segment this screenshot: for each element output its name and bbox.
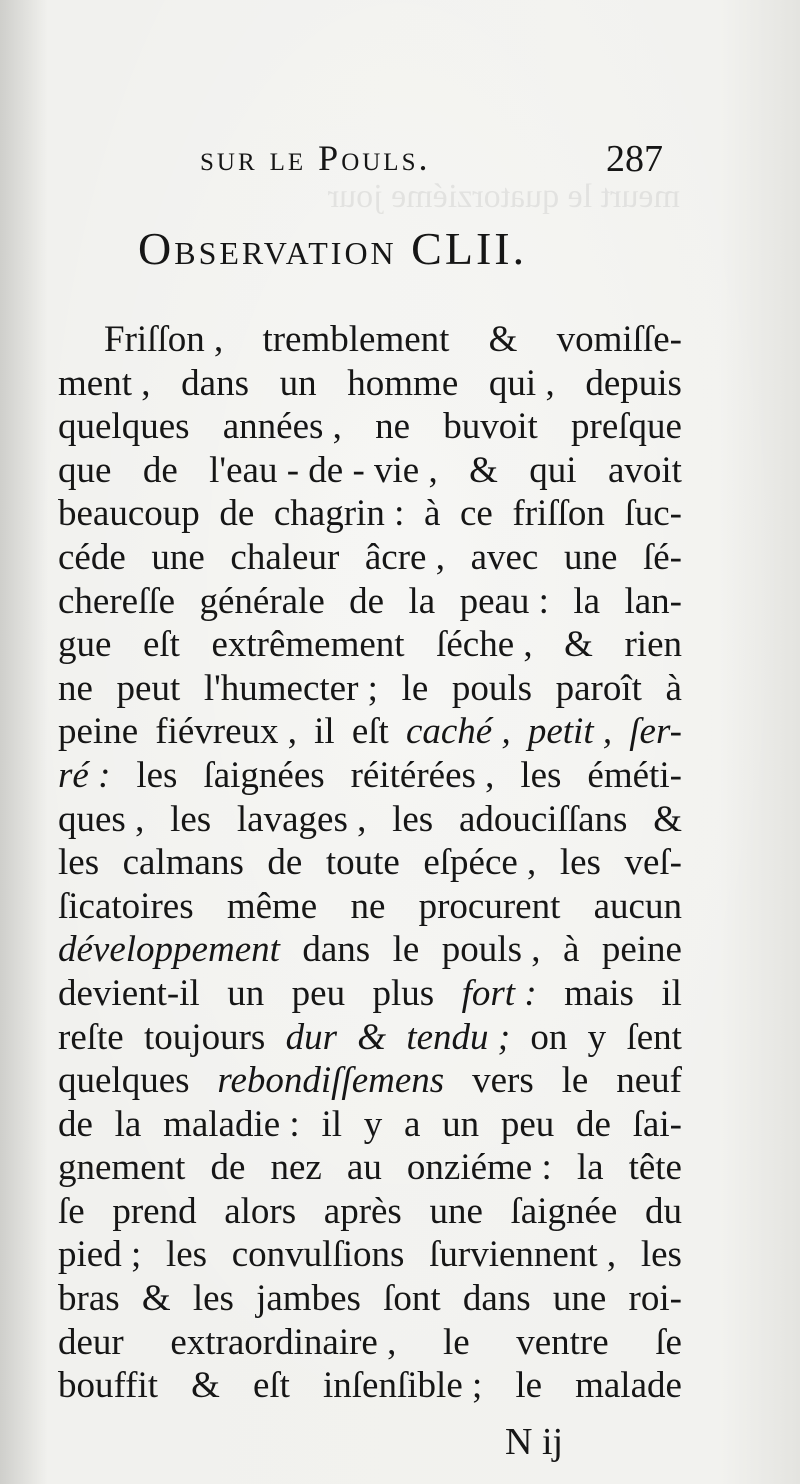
word: homme — [347, 362, 459, 404]
text-line — [58, 1190, 682, 1234]
italic-word: développement — [58, 929, 280, 971]
italic-word: ſer- — [629, 711, 682, 753]
word: eſt — [351, 711, 389, 753]
word: une — [552, 1278, 607, 1320]
word: un — [227, 972, 265, 1014]
word: malade — [575, 1365, 682, 1407]
word: onziéme : — [406, 1147, 552, 1189]
word: à — [665, 667, 682, 709]
word: gue — [58, 624, 112, 666]
word: buvoit — [443, 406, 538, 448]
word: peu — [291, 972, 346, 1014]
word: peau : — [459, 580, 549, 622]
word: un — [279, 362, 317, 404]
text-line — [58, 1016, 682, 1060]
word: chagrin : — [273, 493, 405, 535]
word: ſai- — [632, 1103, 682, 1145]
word: & — [469, 449, 498, 491]
page-number: 287 — [606, 138, 663, 180]
word: le — [561, 1060, 589, 1102]
word: le — [515, 1365, 543, 1407]
word: ſurviennent , — [429, 1234, 617, 1276]
text-line — [58, 362, 682, 406]
word: lan- — [624, 580, 682, 622]
word: les — [392, 798, 434, 840]
text-line — [58, 1364, 682, 1408]
word: adouciſſans — [458, 798, 628, 840]
word: ſicatoires — [58, 885, 194, 927]
word: & — [488, 319, 518, 360]
word: fiévreux , — [155, 711, 298, 753]
word: le — [392, 929, 420, 971]
word: les — [170, 798, 212, 840]
word: vers — [472, 1060, 534, 1102]
word: les — [520, 754, 562, 796]
word: les — [192, 1278, 234, 1320]
word: toujours — [144, 1016, 266, 1058]
word: beaucoup — [58, 493, 200, 535]
word: ne — [375, 406, 411, 448]
word: bouffit — [58, 1365, 159, 1407]
word: prend — [112, 1190, 197, 1232]
word: à — [423, 493, 441, 535]
italic-word: ré : — [58, 754, 111, 796]
word: peu — [500, 1103, 555, 1145]
text-line — [58, 405, 682, 449]
word: tremblement — [262, 319, 450, 360]
word: & — [141, 1278, 171, 1320]
word: ne — [58, 667, 93, 709]
word: dans — [302, 929, 371, 971]
word: devient-il — [58, 972, 200, 1014]
word: inſenſible ; — [323, 1365, 483, 1407]
word: maladie : — [163, 1103, 300, 1145]
word: le — [442, 1321, 470, 1363]
word: ne — [350, 885, 386, 927]
word: bras — [58, 1278, 120, 1320]
word: après — [323, 1190, 402, 1232]
word: y — [363, 1103, 383, 1145]
word: l'eau - de - vie , — [209, 449, 438, 491]
word: un — [442, 1103, 480, 1145]
word: avec — [470, 536, 539, 578]
word: peut — [116, 667, 181, 709]
word: ſé- — [642, 536, 682, 578]
word: dans — [181, 362, 249, 404]
text-line — [58, 1233, 682, 1277]
word: de — [58, 1103, 93, 1145]
word: roi- — [628, 1278, 682, 1320]
text-line — [58, 536, 682, 580]
word: ſent — [626, 1016, 682, 1058]
word: âcre , — [364, 536, 445, 578]
running-head-title: sur le Pouls. — [200, 138, 431, 178]
word: pouls , — [441, 929, 541, 971]
word: la — [114, 1103, 142, 1145]
word: depuis — [585, 362, 682, 404]
word: les — [165, 1234, 208, 1276]
word: vomiſſe- — [556, 319, 682, 360]
word: l'humecter ; — [203, 667, 378, 709]
word: de — [575, 1103, 611, 1145]
word: les — [559, 842, 601, 884]
word: & — [564, 624, 593, 666]
text-line — [58, 1146, 682, 1190]
word: paroît — [555, 667, 642, 709]
word: il — [661, 972, 682, 1014]
word: il — [314, 711, 335, 753]
word: deur — [58, 1321, 124, 1363]
word: aucun — [593, 885, 682, 927]
word: nez — [270, 1147, 322, 1189]
observation-body — [58, 318, 682, 1408]
text-line — [58, 580, 682, 624]
word: eſt — [142, 624, 180, 666]
word: une — [151, 536, 205, 578]
word: mais — [564, 972, 634, 1014]
text-line — [58, 1103, 682, 1147]
word: rien — [624, 624, 682, 666]
word: peine — [58, 711, 139, 753]
word: & — [191, 1365, 220, 1407]
word: calmans — [122, 842, 244, 884]
word: friſſon — [512, 493, 605, 535]
word: céde — [58, 536, 126, 578]
word: chereſſe — [58, 580, 176, 622]
word: une — [563, 536, 618, 578]
word: eſpéce , — [423, 842, 537, 884]
word: les — [640, 1234, 682, 1276]
word: la — [573, 580, 601, 622]
italic-word: rebondiſſemens — [217, 1060, 445, 1102]
word: de — [267, 842, 303, 884]
text-line — [58, 798, 682, 842]
show-through-text: meurt le quatorziéme jour — [327, 178, 680, 215]
word: procurent — [418, 885, 561, 927]
word: à — [562, 929, 580, 971]
italic-word: tendu ; — [406, 1016, 511, 1058]
word: une — [429, 1190, 483, 1232]
word: ce — [459, 493, 493, 535]
word: chaleur — [230, 536, 340, 578]
text-line — [58, 449, 682, 493]
word: de — [219, 493, 255, 535]
word: eſt — [252, 1365, 290, 1407]
word: la — [576, 1147, 604, 1189]
word: on — [530, 1016, 568, 1058]
text-line — [58, 972, 682, 1016]
italic-word: fort : — [461, 972, 537, 1014]
word: générale — [199, 580, 325, 622]
word: avoit — [607, 449, 682, 491]
word: a — [403, 1103, 421, 1145]
word: qui , — [488, 362, 555, 404]
word: & — [653, 798, 682, 840]
word: éméti- — [587, 754, 682, 796]
word: toute — [325, 842, 400, 884]
word: ventre — [516, 1321, 609, 1363]
word: la — [408, 580, 436, 622]
word: ſaignée — [510, 1190, 618, 1232]
word: reſte — [58, 1016, 124, 1058]
word: même — [226, 885, 318, 927]
word: ſe — [655, 1321, 682, 1363]
word: qui — [529, 449, 577, 491]
word: gnement — [58, 1147, 186, 1189]
text-line — [58, 492, 682, 536]
word: y — [587, 1016, 607, 1058]
word: de — [210, 1147, 246, 1189]
word: extraordinaire , — [170, 1321, 397, 1363]
word: pied ; — [58, 1234, 142, 1276]
word: alors — [224, 1190, 297, 1232]
word: jambes — [256, 1278, 361, 1320]
text-line — [58, 1059, 682, 1103]
word: dans — [462, 1278, 531, 1320]
word: les — [136, 754, 178, 796]
word: que — [58, 449, 112, 491]
word: preſque — [571, 406, 682, 448]
text-line — [58, 318, 682, 362]
word: pouls — [451, 667, 533, 709]
word: quelques — [58, 406, 190, 448]
word: ſuc- — [624, 493, 682, 535]
word: convulſions — [231, 1234, 405, 1276]
italic-word: dur — [285, 1016, 337, 1058]
text-line — [58, 710, 682, 754]
observation-heading: Observation CLII. — [138, 223, 528, 274]
word: ques , — [58, 798, 145, 840]
word: le — [401, 667, 429, 709]
word: de — [142, 449, 178, 491]
text-line — [58, 754, 682, 798]
text-line — [58, 623, 682, 667]
text-line — [58, 1277, 682, 1321]
word: extrêmement — [211, 624, 405, 666]
signature-mark: N ij — [505, 1421, 564, 1463]
word: du — [644, 1190, 682, 1232]
word: neuf — [616, 1060, 682, 1102]
word: Friſſon , — [104, 319, 224, 360]
word: ment , — [58, 362, 151, 404]
text-line — [58, 885, 682, 929]
word: plus — [372, 972, 435, 1014]
text-line — [58, 667, 682, 711]
italic-word: petit , — [527, 711, 613, 753]
text-line — [58, 928, 682, 972]
word: lavages , — [236, 798, 367, 840]
italic-word: & — [357, 1016, 387, 1058]
word: ſaignées — [203, 754, 325, 796]
word: de — [349, 580, 385, 622]
word: années , — [222, 406, 342, 448]
text-line — [58, 841, 682, 885]
italic-word: caché , — [405, 711, 511, 753]
text-line — [58, 1321, 682, 1365]
word: ſéche , — [436, 624, 533, 666]
word: quelques — [58, 1060, 190, 1102]
word: ſe — [58, 1190, 85, 1232]
word: tête — [628, 1147, 682, 1189]
word: au — [346, 1147, 382, 1189]
word: veſ- — [624, 842, 682, 884]
word: ſont — [383, 1278, 441, 1320]
word: réitérées , — [350, 754, 495, 796]
word: peine — [601, 929, 682, 971]
word: les — [58, 842, 100, 884]
word: il — [321, 1103, 342, 1145]
gutter-shadow — [0, 0, 48, 1484]
